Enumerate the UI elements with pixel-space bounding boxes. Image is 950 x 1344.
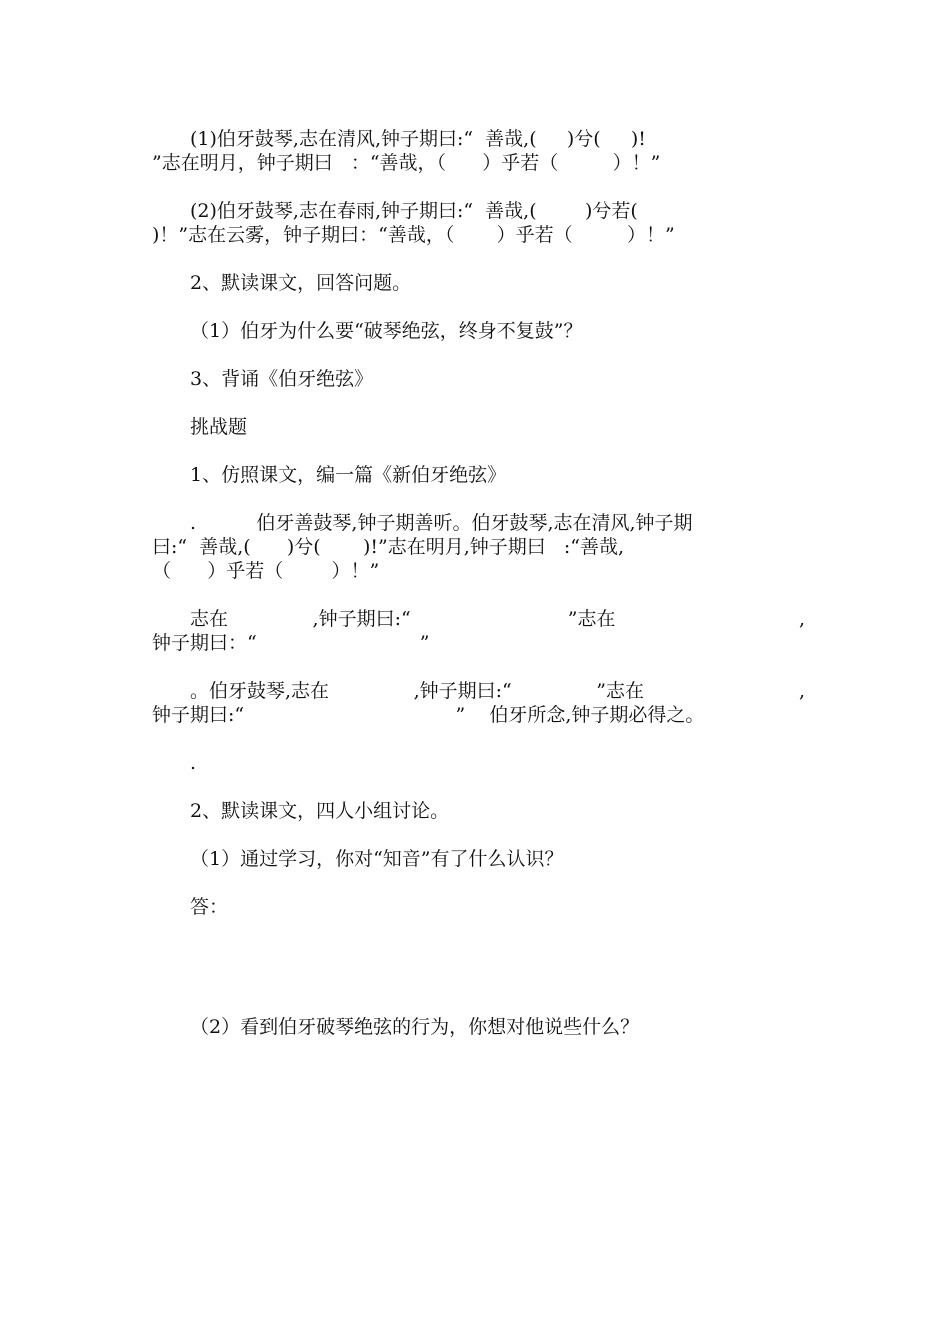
challenge-1-heading: 1、仿照课文，编一篇《新伯牙绝弦》: [190, 464, 507, 486]
challenge-1-line-6-comma: ,: [798, 680, 805, 702]
challenge-1-line-6: [190, 679, 805, 703]
q1-line-1: (1)伯牙鼓琴,志在清风,钟子期曰:“ 善哉,( )兮( )!: [190, 128, 646, 150]
challenge-1-line-4: [190, 607, 805, 631]
challenge-2-question-2: （2）看到伯牙破琴绝弦的行为，你想对他说些什么？: [190, 1016, 640, 1038]
item-3-heading: 3、背诵《伯牙绝弦》: [190, 368, 374, 390]
challenge-2-question-1: （1）通过学习，你对“知音”有了什么认识？: [190, 848, 564, 870]
challenge-1-line-6-text: 。伯牙鼓琴,志在 ,钟子期曰:“ ”志在: [190, 680, 645, 702]
challenge-1-line-3: （ ）乎若（ ）！”: [152, 560, 380, 582]
challenge-1-line-2: 曰:“ 善哉,( )兮( )!”志在明月,钟子期曰 :“善哉,: [152, 536, 625, 558]
item-2-question-1: （1）伯牙为什么要“破琴绝弦，终身不复鼓”？: [190, 320, 583, 342]
q2-line-1: (2)伯牙鼓琴,志在春雨,钟子期曰:“ 善哉,( )兮若(: [190, 200, 638, 222]
challenge-2-heading: 2、默读课文，四人小组讨论。: [190, 800, 450, 822]
challenge-1-line-7: 钟子期曰:“ ” 伯牙所念,钟子期必得之。: [152, 704, 705, 726]
q2-line-2: )！”志在云雾，钟子期曰：“善哉，（ ）乎若（ ）！”: [152, 224, 675, 246]
answer-label: 答：: [190, 896, 229, 918]
challenge-1-line-4-comma: ,: [798, 608, 805, 630]
challenge-1-line-4-text: 志在 ,钟子期曰:“ ”志在: [190, 608, 616, 630]
challenge-1-line-5: 钟子期曰：“ ”: [152, 632, 430, 654]
item-2-heading: 2、默读课文，回答问题。: [190, 272, 412, 294]
q1-line-2: ”志在明月，钟子期曰 ：“善哉，（ ）乎若（ ）！”: [152, 152, 661, 174]
challenge-1-line-1: . 伯牙善鼓琴,钟子期善听。伯牙鼓琴,志在清风,钟子期: [190, 512, 693, 534]
stray-dot: .: [190, 752, 197, 774]
challenge-heading: 挑战题: [190, 416, 248, 438]
